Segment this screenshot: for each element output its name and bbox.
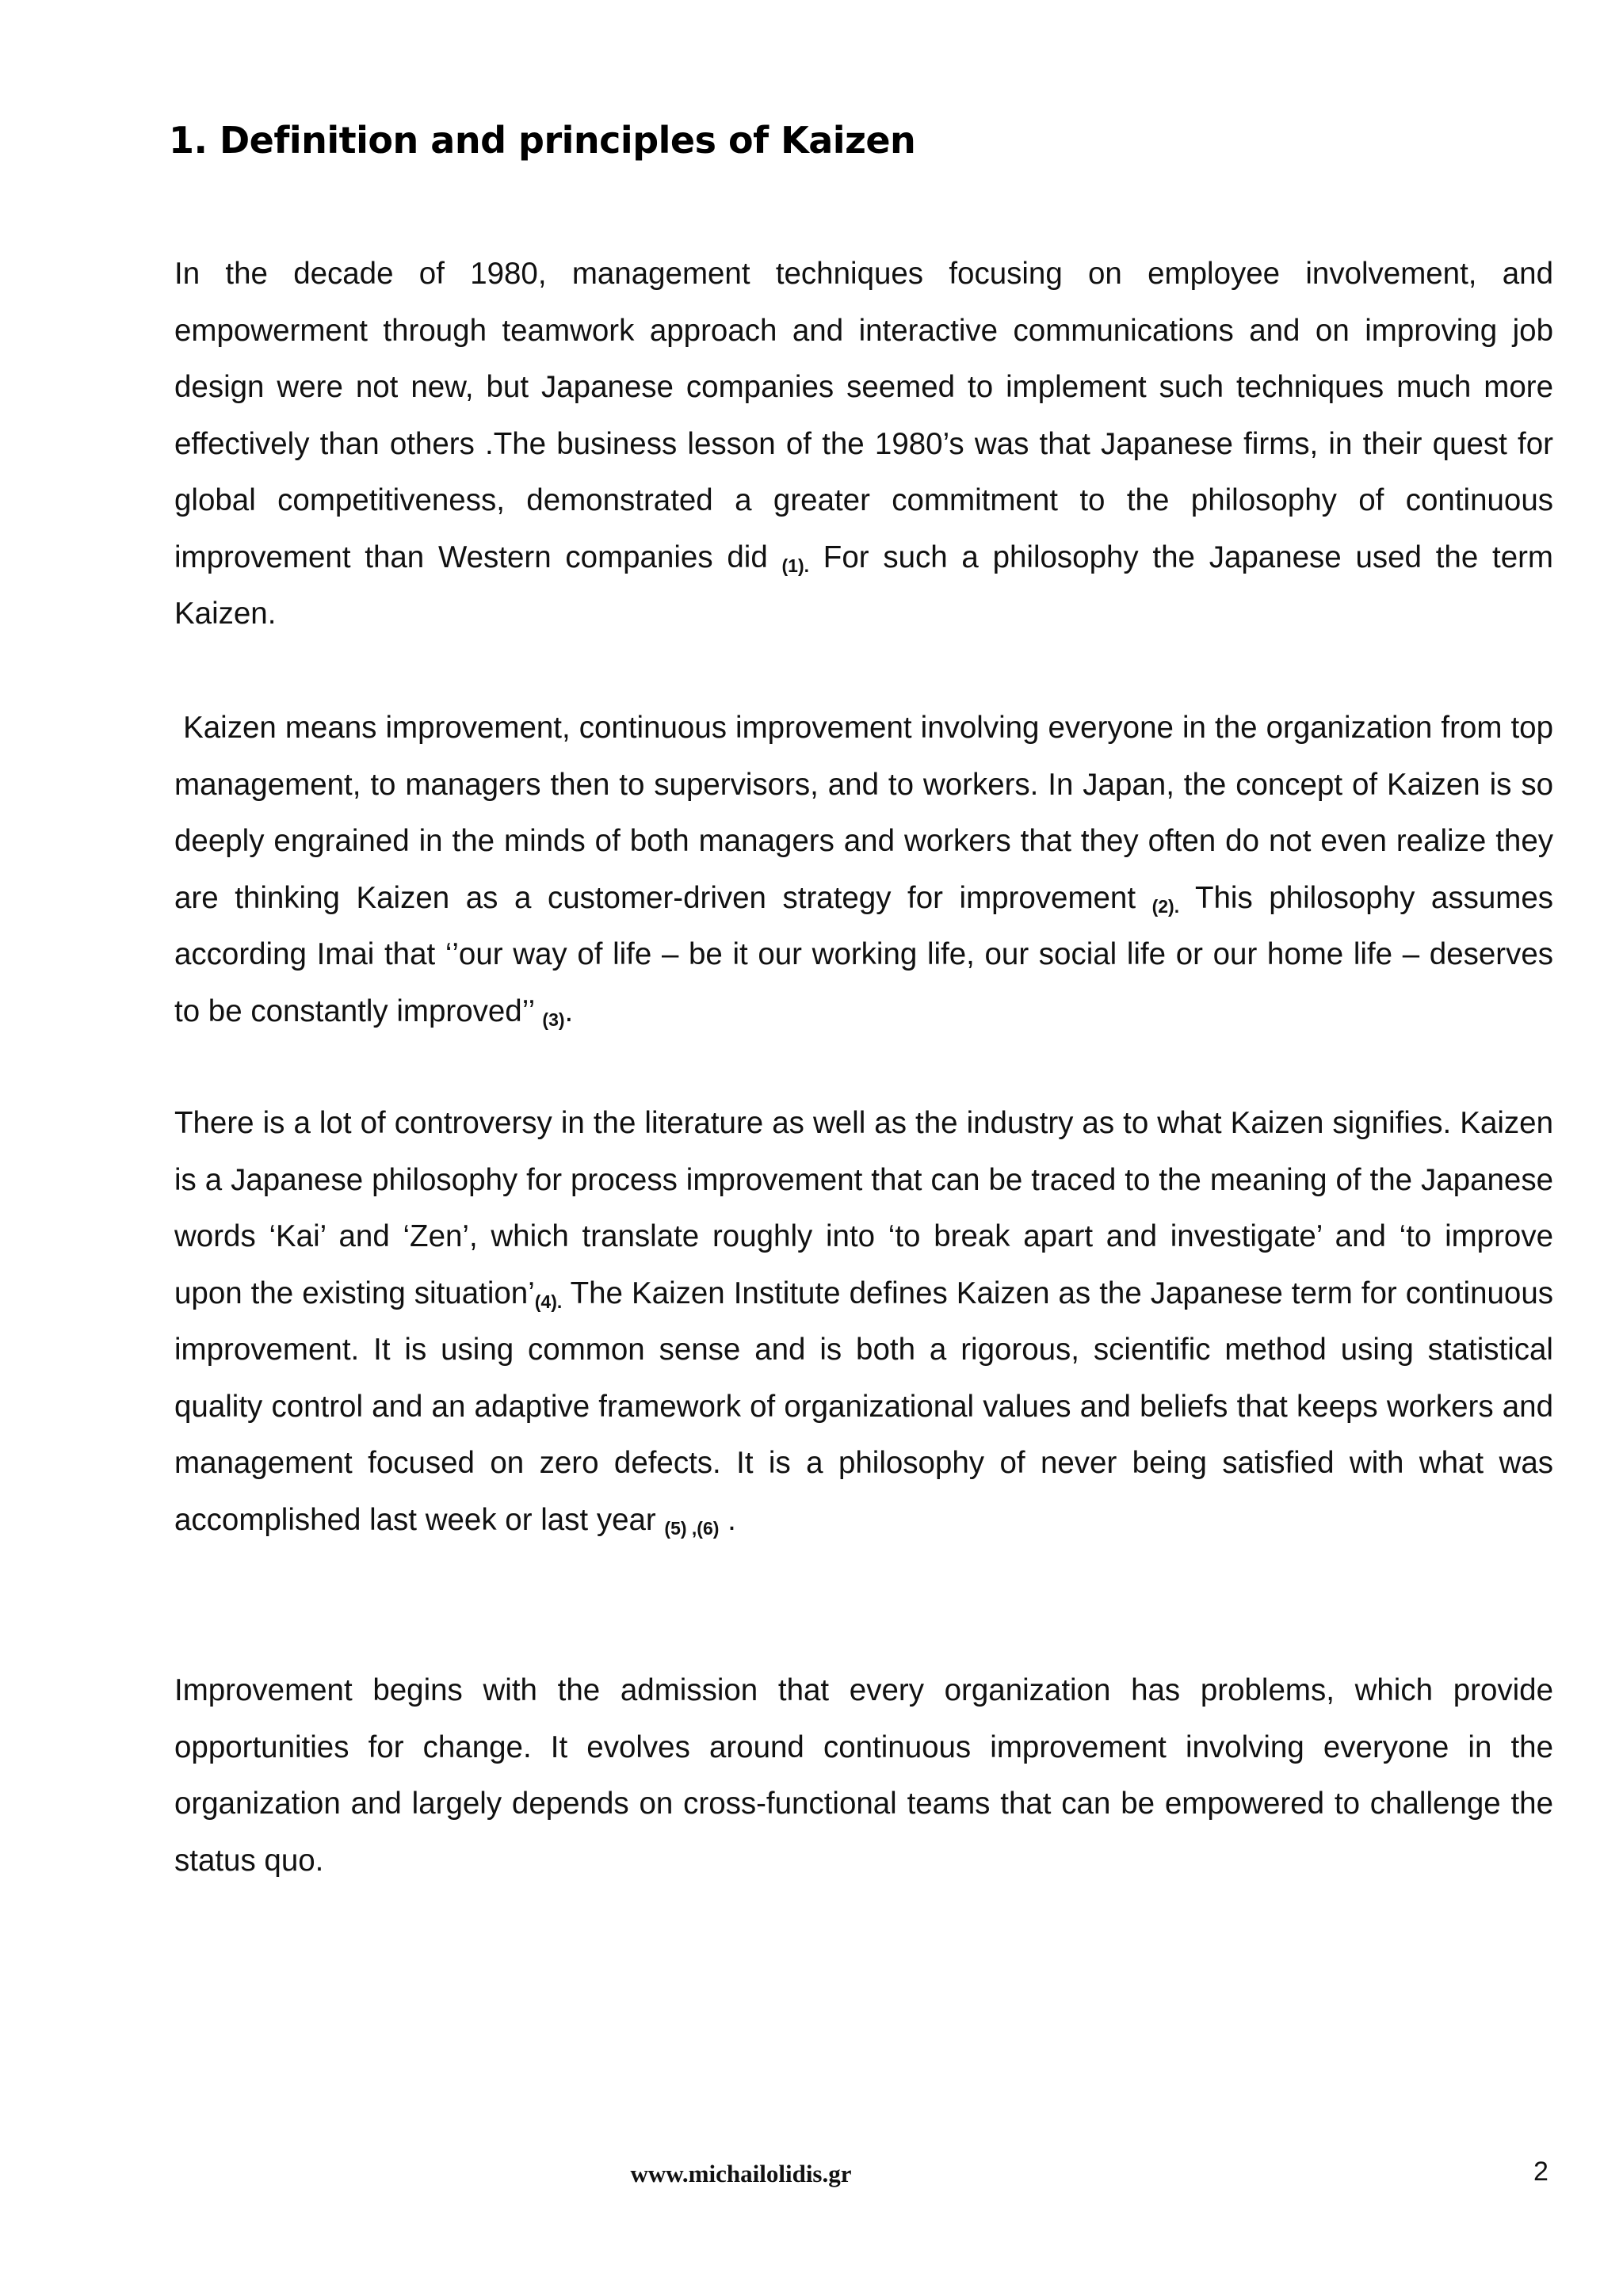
paragraph-1: [174, 246, 1553, 643]
paragraph-4-text-a: Improvement begins with the admission that every organization has problems, which provide opportunities for change. It evolves around continuous improvement involving everyone in the organization and largely depends on cross-functional teams that can be empowered to challenge the status quo.: [174, 1673, 1553, 1878]
paragraph-1-text-b: For such a philosophy the Japanese used the term Kaizen.: [174, 540, 1554, 631]
paragraph-2-text-c: .: [564, 994, 574, 1028]
citation-1: (1).: [781, 555, 810, 576]
paragraph-2-text-b: This philosophy assumes according Imai that ‘’our way of life – be it our working life, our social life or our home life – deserves to be constantly improved’’: [174, 880, 1553, 1028]
section-heading: 1. Definition and principles of Kaizen: [169, 119, 916, 162]
citation-4: (4).: [534, 1291, 563, 1312]
paragraph-3-text-a: There is a lot of controversy in the literature as well as the industry as to what Kaizen signifies. Kaizen is a Japanese philosophy for process improvement that can be traced to the meaning of the Japanese words ‘Kai’ and ‘Zen’, which translate roughly into ‘to break apart and investigate’ and ‘to improve upon the existing situation’: [174, 1106, 1553, 1310]
citation-5-6: (5) ,(6): [664, 1517, 720, 1539]
paragraph-4: [174, 1662, 1553, 1889]
paragraph-2-text-a: Kaizen means improvement, continuous improvement involving everyone in the organization from top management, to managers then to supervisors, and to workers. In Japan, the concept of Kaizen is so deeply engrained in the minds of both managers and workers that they often do not even realize they are thinking Kaizen as a customer-driven strategy for improvement: [174, 711, 1553, 915]
page-number: 2: [1533, 2157, 1549, 2187]
citation-3: (3): [542, 1009, 565, 1030]
citation-2: (2).: [1151, 895, 1180, 917]
footer-website: www.michailolidis.gr: [630, 2160, 852, 2187]
paragraph-3-text-c: .: [727, 1502, 736, 1537]
paragraph-3-text-b: The Kaizen Institute defines Kaizen as the Japanese term for continuous improvement. It is using common sense and is both a rigorous, scientific method using statistical quality control and an adaptive framework of organizational values and beliefs that keeps workers and management focused on zero defects. It is a philosophy of never being satisfied with what was accomplished last week or last year: [174, 1276, 1553, 1537]
paragraph-3: [174, 1095, 1553, 1548]
paragraph-2: [174, 700, 1553, 1039]
paragraph-1-text-a: In the decade of 1980, management techniques focusing on employee involvement, and empowerment through teamwork approach and interactive communications and on improving job design were not new, but Japanese companies seemed to implement such techniques much more effectively than others .The business lesson of the 1980’s was that Japanese firms, in their quest for global competitiveness, demonstrated a greater commitment to the philosophy of continuous improvement than Western companies did: [174, 257, 1553, 574]
